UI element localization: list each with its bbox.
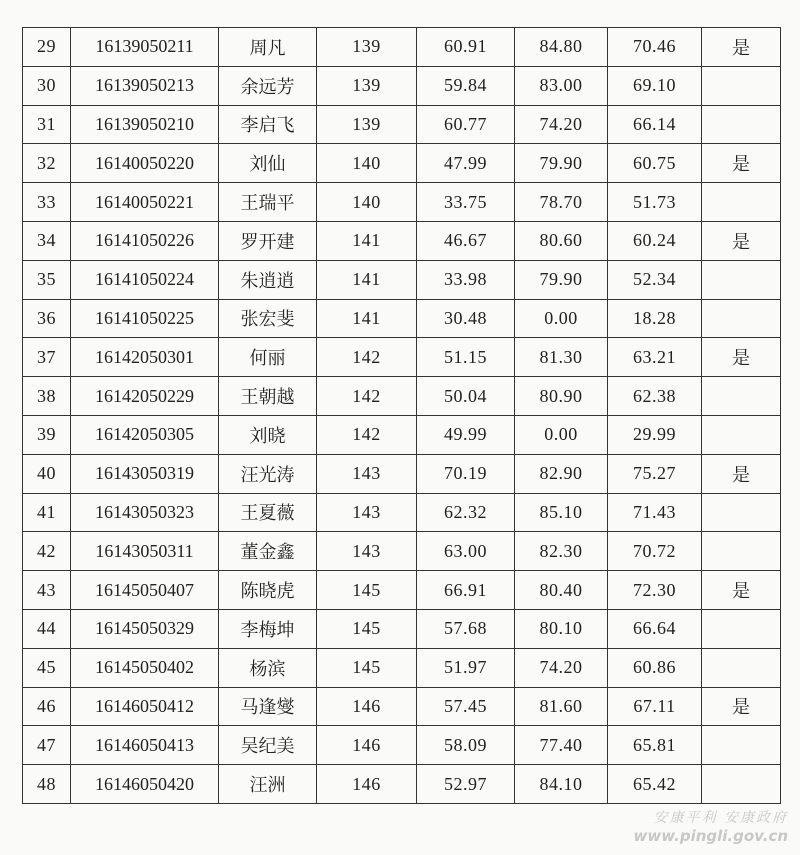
cell-selected-flag [702, 765, 781, 804]
watermark-site-name: 安康平利 安康政府 [653, 810, 788, 827]
cell-selected-flag: 是 [702, 28, 781, 67]
cell-selected-flag [702, 105, 781, 144]
cell-post-code: 143 [317, 532, 417, 571]
cell-written-score: 57.68 [417, 609, 515, 648]
cell-row-number: 41 [23, 493, 71, 532]
table-row [23, 183, 781, 222]
cell-total-score: 63.21 [608, 338, 702, 377]
cell-interview-score: 84.80 [515, 28, 608, 67]
cell-row-number: 46 [23, 687, 71, 726]
cell-row-number: 48 [23, 765, 71, 804]
cell-selected-flag [702, 532, 781, 571]
cell-total-score: 60.75 [608, 144, 702, 183]
cell-post-code: 141 [317, 221, 417, 260]
cell-exam-id: 16143050319 [71, 454, 219, 493]
cell-selected-flag [702, 493, 781, 532]
cell-written-score: 60.91 [417, 28, 515, 67]
cell-selected-flag: 是 [702, 571, 781, 610]
cell-post-code: 143 [317, 493, 417, 532]
cell-interview-score: 84.10 [515, 765, 608, 804]
cell-name: 杨滨 [219, 648, 317, 687]
cell-row-number: 38 [23, 377, 71, 416]
cell-post-code: 139 [317, 28, 417, 67]
cell-exam-id: 16141050225 [71, 299, 219, 338]
cell-written-score: 30.48 [417, 299, 515, 338]
cell-written-score: 57.45 [417, 687, 515, 726]
cell-written-score: 70.19 [417, 454, 515, 493]
cell-name: 陈晓虎 [219, 571, 317, 610]
cell-interview-score: 82.90 [515, 454, 608, 493]
cell-post-code: 146 [317, 765, 417, 804]
cell-post-code: 139 [317, 66, 417, 105]
table-row [23, 377, 781, 416]
cell-interview-score: 77.40 [515, 726, 608, 765]
cell-name: 王夏薇 [219, 493, 317, 532]
cell-exam-id: 16139050211 [71, 28, 219, 67]
cell-row-number: 37 [23, 338, 71, 377]
cell-selected-flag: 是 [702, 144, 781, 183]
cell-written-score: 58.09 [417, 726, 515, 765]
table-row [23, 726, 781, 765]
cell-name: 王瑞平 [219, 183, 317, 222]
table-row [23, 299, 781, 338]
cell-interview-score: 74.20 [515, 105, 608, 144]
table-row [23, 415, 781, 454]
table-row [23, 105, 781, 144]
cell-post-code: 145 [317, 648, 417, 687]
cell-name: 朱逍逍 [219, 260, 317, 299]
cell-total-score: 69.10 [608, 66, 702, 105]
cell-interview-score: 80.40 [515, 571, 608, 610]
cell-post-code: 146 [317, 726, 417, 765]
cell-interview-score: 0.00 [515, 415, 608, 454]
cell-post-code: 146 [317, 687, 417, 726]
cell-exam-id: 16142050229 [71, 377, 219, 416]
cell-post-code: 141 [317, 299, 417, 338]
score-table-body [23, 28, 781, 804]
cell-written-score: 46.67 [417, 221, 515, 260]
cell-total-score: 29.99 [608, 415, 702, 454]
cell-selected-flag [702, 260, 781, 299]
cell-post-code: 140 [317, 144, 417, 183]
cell-written-score: 52.97 [417, 765, 515, 804]
cell-row-number: 40 [23, 454, 71, 493]
cell-exam-id: 16141050224 [71, 260, 219, 299]
table-row [23, 648, 781, 687]
cell-row-number: 42 [23, 532, 71, 571]
cell-selected-flag: 是 [702, 454, 781, 493]
cell-total-score: 70.46 [608, 28, 702, 67]
cell-exam-id: 16146050420 [71, 765, 219, 804]
cell-row-number: 45 [23, 648, 71, 687]
cell-written-score: 51.15 [417, 338, 515, 377]
cell-exam-id: 16140050220 [71, 144, 219, 183]
cell-selected-flag [702, 66, 781, 105]
cell-exam-id: 16146050412 [71, 687, 219, 726]
cell-exam-id: 16142050301 [71, 338, 219, 377]
cell-exam-id: 16143050311 [71, 532, 219, 571]
cell-interview-score: 81.30 [515, 338, 608, 377]
cell-interview-score: 79.90 [515, 260, 608, 299]
cell-exam-id: 16145050329 [71, 609, 219, 648]
cell-post-code: 142 [317, 338, 417, 377]
table-row [23, 571, 781, 610]
cell-total-score: 66.14 [608, 105, 702, 144]
cell-selected-flag [702, 377, 781, 416]
cell-name: 李启飞 [219, 105, 317, 144]
cell-row-number: 35 [23, 260, 71, 299]
cell-name: 王朝越 [219, 377, 317, 416]
cell-name: 汪洲 [219, 765, 317, 804]
cell-name: 李梅坤 [219, 609, 317, 648]
cell-row-number: 32 [23, 144, 71, 183]
table-row [23, 454, 781, 493]
table-row [23, 28, 781, 67]
cell-written-score: 49.99 [417, 415, 515, 454]
cell-written-score: 51.97 [417, 648, 515, 687]
cell-post-code: 145 [317, 609, 417, 648]
cell-row-number: 33 [23, 183, 71, 222]
cell-interview-score: 82.30 [515, 532, 608, 571]
cell-row-number: 39 [23, 415, 71, 454]
cell-post-code: 143 [317, 454, 417, 493]
cell-total-score: 70.72 [608, 532, 702, 571]
cell-name: 汪光涛 [219, 454, 317, 493]
cell-interview-score: 83.00 [515, 66, 608, 105]
cell-total-score: 71.43 [608, 493, 702, 532]
cell-interview-score: 80.60 [515, 221, 608, 260]
cell-written-score: 63.00 [417, 532, 515, 571]
cell-name: 吴纪美 [219, 726, 317, 765]
cell-total-score: 65.81 [608, 726, 702, 765]
cell-interview-score: 79.90 [515, 144, 608, 183]
table-row [23, 338, 781, 377]
cell-row-number: 31 [23, 105, 71, 144]
cell-exam-id: 16140050221 [71, 183, 219, 222]
cell-exam-id: 16146050413 [71, 726, 219, 765]
cell-name: 董金鑫 [219, 532, 317, 571]
cell-name: 罗开建 [219, 221, 317, 260]
cell-total-score: 75.27 [608, 454, 702, 493]
cell-post-code: 141 [317, 260, 417, 299]
cell-written-score: 33.75 [417, 183, 515, 222]
cell-total-score: 51.73 [608, 183, 702, 222]
cell-name: 周凡 [219, 28, 317, 67]
cell-written-score: 66.91 [417, 571, 515, 610]
cell-row-number: 34 [23, 221, 71, 260]
cell-row-number: 36 [23, 299, 71, 338]
cell-interview-score: 85.10 [515, 493, 608, 532]
cell-interview-score: 0.00 [515, 299, 608, 338]
cell-total-score: 62.38 [608, 377, 702, 416]
table-row [23, 687, 781, 726]
cell-row-number: 43 [23, 571, 71, 610]
cell-name: 何丽 [219, 338, 317, 377]
cell-name: 刘仙 [219, 144, 317, 183]
cell-post-code: 139 [317, 105, 417, 144]
cell-selected-flag [702, 299, 781, 338]
cell-interview-score: 80.90 [515, 377, 608, 416]
cell-written-score: 62.32 [417, 493, 515, 532]
cell-written-score: 47.99 [417, 144, 515, 183]
cell-selected-flag [702, 415, 781, 454]
cell-total-score: 18.28 [608, 299, 702, 338]
cell-total-score: 66.64 [608, 609, 702, 648]
cell-written-score: 50.04 [417, 377, 515, 416]
cell-row-number: 30 [23, 66, 71, 105]
cell-selected-flag [702, 648, 781, 687]
cell-exam-id: 16145050402 [71, 648, 219, 687]
cell-total-score: 65.42 [608, 765, 702, 804]
cell-total-score: 60.24 [608, 221, 702, 260]
cell-interview-score: 78.70 [515, 183, 608, 222]
cell-selected-flag [702, 183, 781, 222]
cell-post-code: 142 [317, 377, 417, 416]
cell-exam-id: 16139050213 [71, 66, 219, 105]
cell-exam-id: 16142050305 [71, 415, 219, 454]
score-table [22, 27, 781, 804]
cell-post-code: 140 [317, 183, 417, 222]
table-row [23, 493, 781, 532]
table-row [23, 221, 781, 260]
cell-selected-flag: 是 [702, 687, 781, 726]
cell-total-score: 52.34 [608, 260, 702, 299]
cell-name: 刘晓 [219, 415, 317, 454]
cell-selected-flag: 是 [702, 221, 781, 260]
cell-exam-id: 16141050226 [71, 221, 219, 260]
cell-written-score: 60.77 [417, 105, 515, 144]
watermark-url: www.pingli.gov.cn [633, 827, 788, 845]
table-row [23, 609, 781, 648]
cell-total-score: 60.86 [608, 648, 702, 687]
cell-exam-id: 16145050407 [71, 571, 219, 610]
cell-name: 余远芳 [219, 66, 317, 105]
table-row [23, 66, 781, 105]
cell-written-score: 59.84 [417, 66, 515, 105]
table-row [23, 260, 781, 299]
cell-name: 马逢燮 [219, 687, 317, 726]
cell-interview-score: 80.10 [515, 609, 608, 648]
cell-interview-score: 74.20 [515, 648, 608, 687]
cell-interview-score: 81.60 [515, 687, 608, 726]
table-row [23, 765, 781, 804]
cell-total-score: 67.11 [608, 687, 702, 726]
cell-name: 张宏斐 [219, 299, 317, 338]
cell-selected-flag [702, 609, 781, 648]
cell-exam-id: 16139050210 [71, 105, 219, 144]
cell-exam-id: 16143050323 [71, 493, 219, 532]
table-row [23, 144, 781, 183]
cell-total-score: 72.30 [608, 571, 702, 610]
cell-row-number: 47 [23, 726, 71, 765]
cell-post-code: 142 [317, 415, 417, 454]
cell-selected-flag: 是 [702, 338, 781, 377]
cell-written-score: 33.98 [417, 260, 515, 299]
table-row [23, 532, 781, 571]
cell-row-number: 44 [23, 609, 71, 648]
cell-selected-flag [702, 726, 781, 765]
watermark [634, 810, 788, 845]
cell-row-number: 29 [23, 28, 71, 67]
cell-post-code: 145 [317, 571, 417, 610]
